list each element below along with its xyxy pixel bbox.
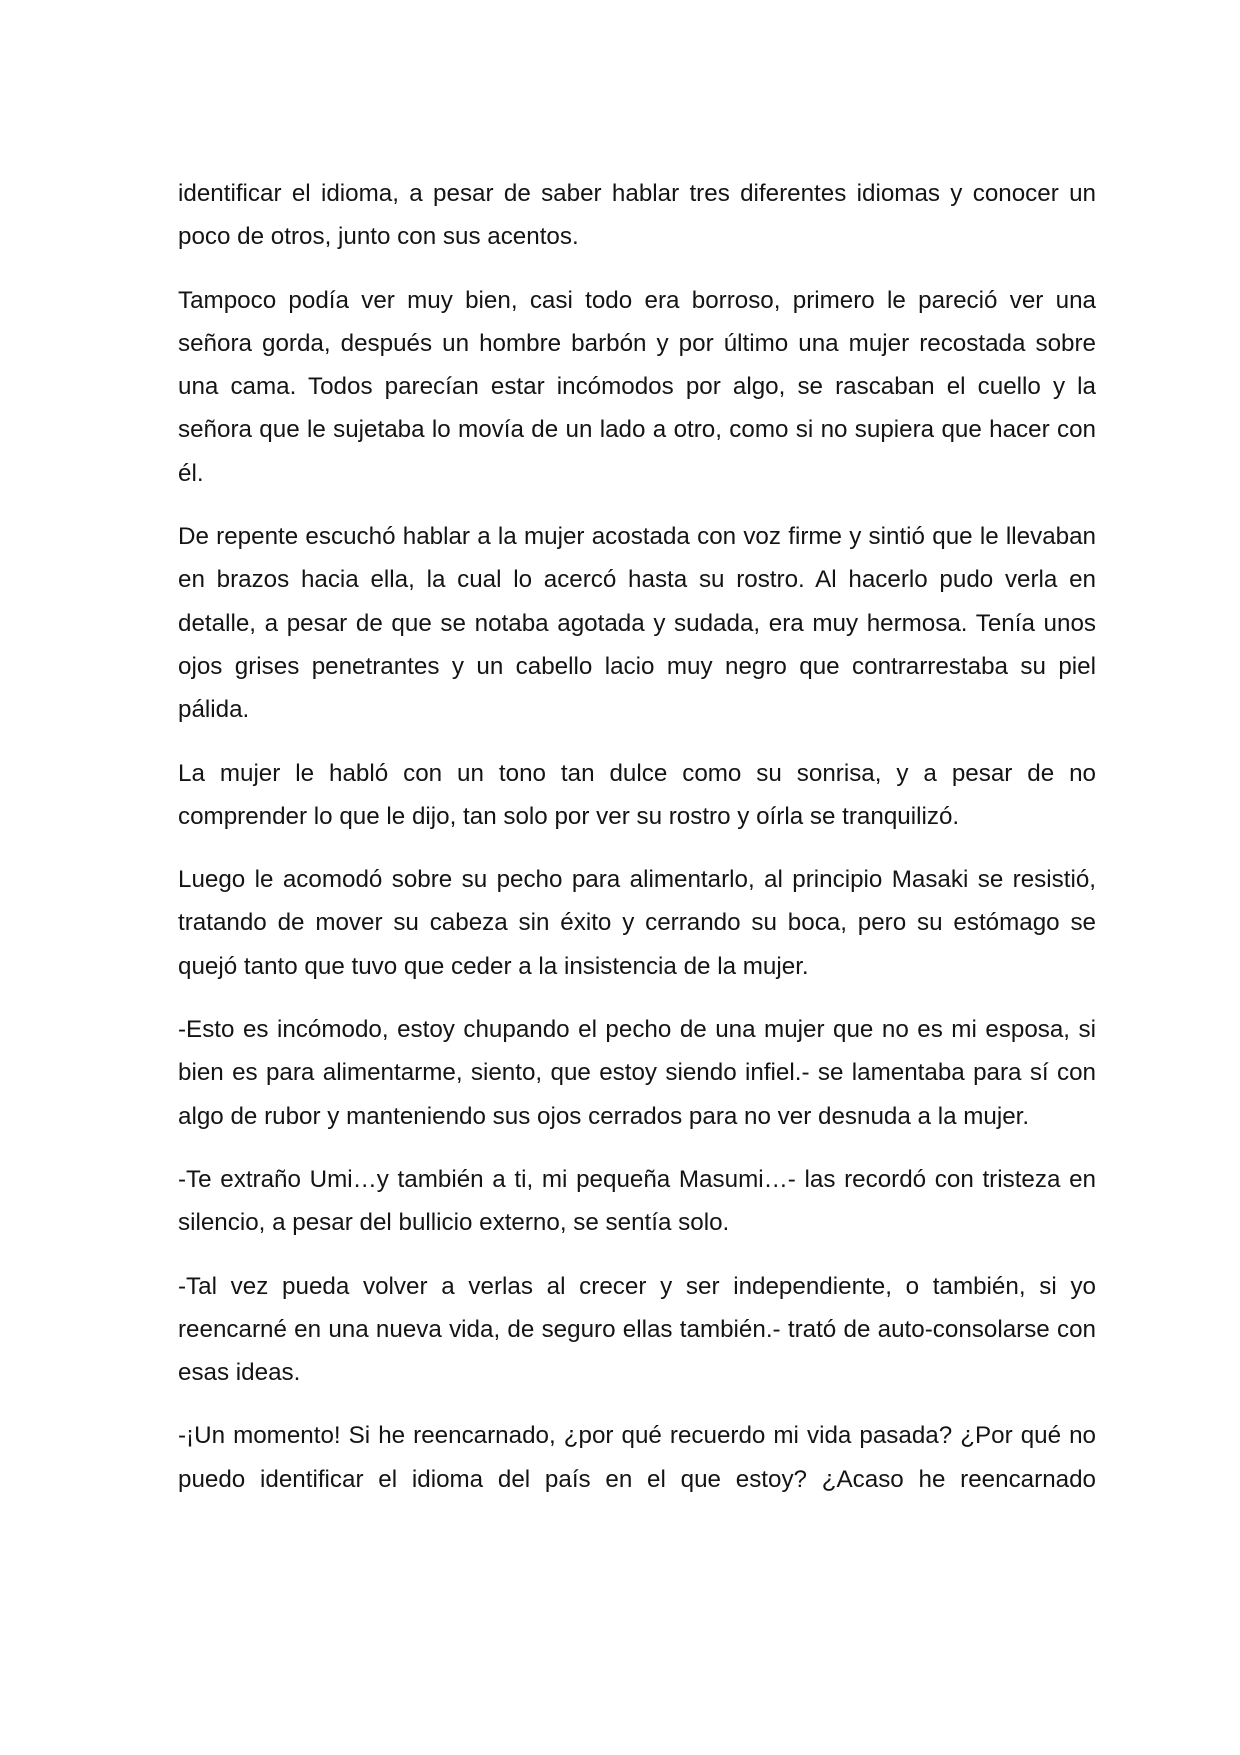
paragraph-7: -Te extraño Umi…y también a ti, mi pequeña Masumi…- las recordó con tristeza en silencio, a pesar del bullicio externo, se sentía solo. (178, 1165, 1096, 1237)
paragraph-8: -Tal vez pueda volver a verlas al crecer y ser independiente, o también, si yo reencarné en una nueva vida, de seguro ellas también.- trató de auto-consolarse con esas ideas. (178, 1272, 1096, 1387)
document-body (178, 172, 1096, 1501)
paragraph-1: identificar el idioma, a pesar de saber hablar tres diferentes idiomas y conocer un poco de otros, junto con sus acentos. (178, 180, 1096, 251)
paragraph-4: La mujer le habló con un tono tan dulce como su sonrisa, y a pesar de no comprender lo que le dijo, tan solo por ver su rostro y oírla se tranquilizó. (178, 759, 1096, 830)
paragraph-2: Tampoco podía ver muy bien, casi todo era borroso, primero le pareció ver una señora gorda, después un hombre barbón y por último una mujer recostada sobre una cama. Todos parecían estar incómodos por algo, se rascaban el cuello y la señora que le sujetaba lo movía de un lado a otro, como si no supiera que hacer con él. (178, 286, 1096, 487)
paragraph-9: -¡Un momento! Si he reencarnado, ¿por qué recuerdo mi vida pasada? ¿Por qué no puedo identificar el idioma del país en el que estoy? ¿Acaso he reencarnado (178, 1422, 1096, 1493)
paragraph-5: Luego le acomodó sobre su pecho para alimentarlo, al principio Masaki se resistió, tratando de mover su cabeza sin éxito y cerrando su boca, pero su estómago se quejó tanto que tuvo que ceder a la insistencia de la mujer. (178, 866, 1096, 980)
paragraph-6: -Esto es incómodo, estoy chupando el pecho de una mujer que no es mi esposa, si bien es para alimentarme, siento, que estoy siendo infiel.- se lamentaba para sí con algo de rubor y manteniendo sus ojos cerrados para no ver desnuda a la mujer. (178, 1016, 1096, 1130)
paragraph-3: De repente escuchó hablar a la mujer acostada con voz firme y sintió que le llevaban en brazos hacia ella, la cual lo acercó hasta su rostro. Al hacerlo pudo verla en detalle, a pesar de que se notaba agotada y sudada, era muy hermosa. Tenía unos ojos grises penetrantes y un cabello lacio muy negro que contrarrestaba su piel pálida. (178, 523, 1096, 724)
